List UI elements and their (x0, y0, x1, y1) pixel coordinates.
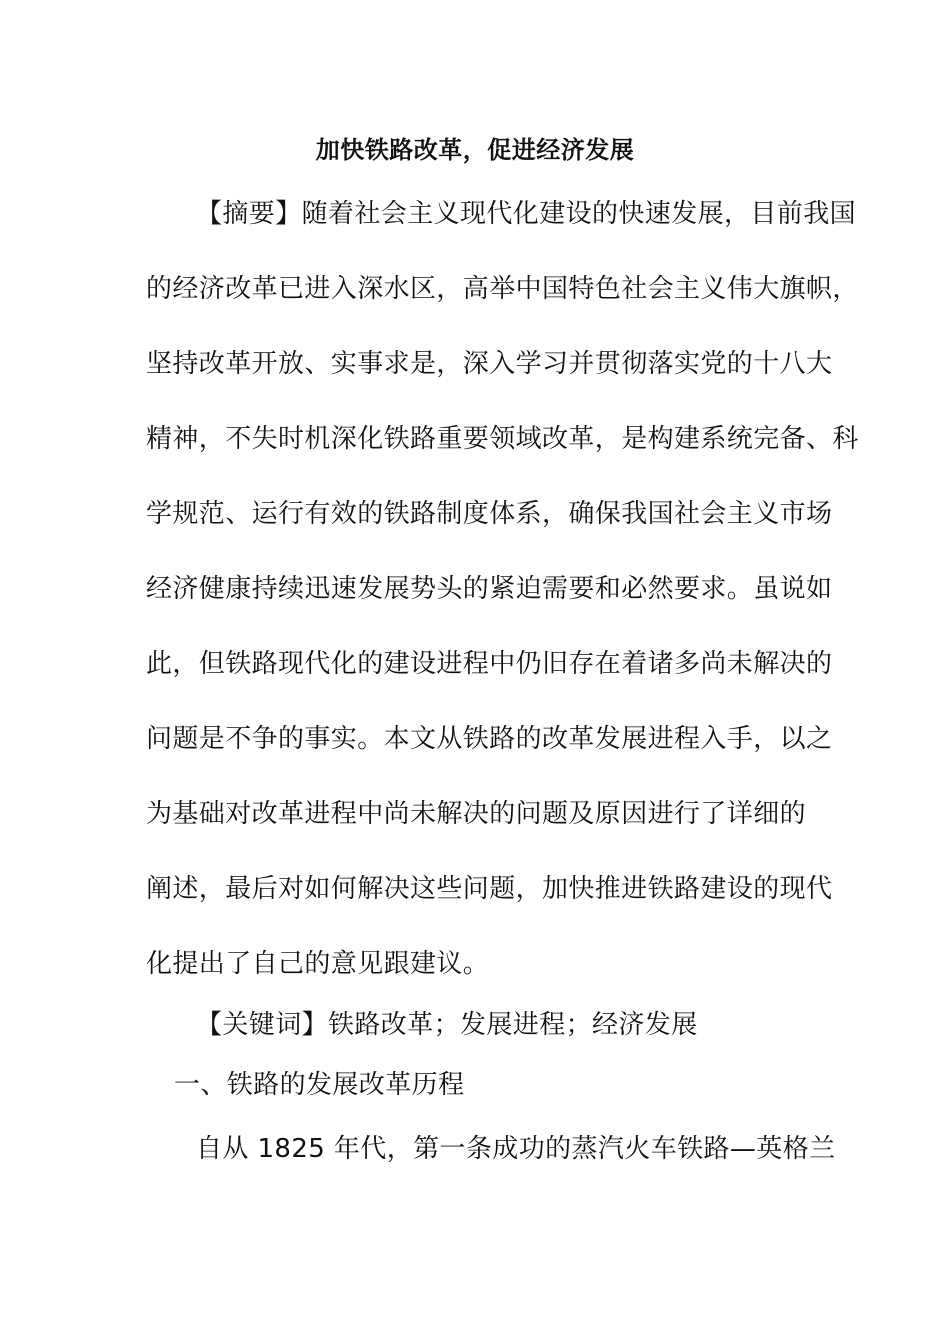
abstract-line: 化提出了自己的意见跟建议。 (146, 949, 490, 979)
body-paragraph-line: 自从 1825 年代，第一条成功的蒸汽火车铁路—英格兰 (196, 1134, 836, 1164)
document-title: 加快铁路改革，促进经济发展 (315, 136, 635, 164)
abstract-line: 学规范、运行有效的铁路制度体系，确保我国社会主义市场 (146, 499, 833, 529)
abstract-line: 此，但铁路现代化的建设进程中仍旧存在着诸多尚未解决的 (146, 649, 833, 679)
abstract-line: 经济健康持续迅速发展势头的紧迫需要和必然要求。虽说如 (146, 574, 833, 604)
abstract-line: 的经济改革已进入深水区，高举中国特色社会主义伟大旗帜， (146, 274, 859, 304)
abstract-line: 精神，不失时机深化铁路重要领域改革，是构建系统完备、科 (146, 424, 859, 454)
abstract-line: 【摘要】随着社会主义现代化建设的快速发展，目前我国 (196, 199, 857, 229)
section-heading: 一、铁路的发展改革历程 (174, 1070, 465, 1100)
keywords-line: 【关键词】铁路改革；发展进程；经济发展 (196, 1010, 698, 1040)
abstract-line: 为基础对改革进程中尚未解决的问题及原因进行了详细的 (146, 799, 807, 829)
abstract-line: 坚持改革开放、实事求是，深入学习并贯彻落实党的十八大 (146, 349, 833, 379)
abstract-line: 问题是不争的事实。本文从铁路的改革发展进程入手，以之 (146, 724, 833, 754)
abstract-line: 阐述，最后对如何解决这些问题，加快推进铁路建设的现代 (146, 874, 833, 904)
